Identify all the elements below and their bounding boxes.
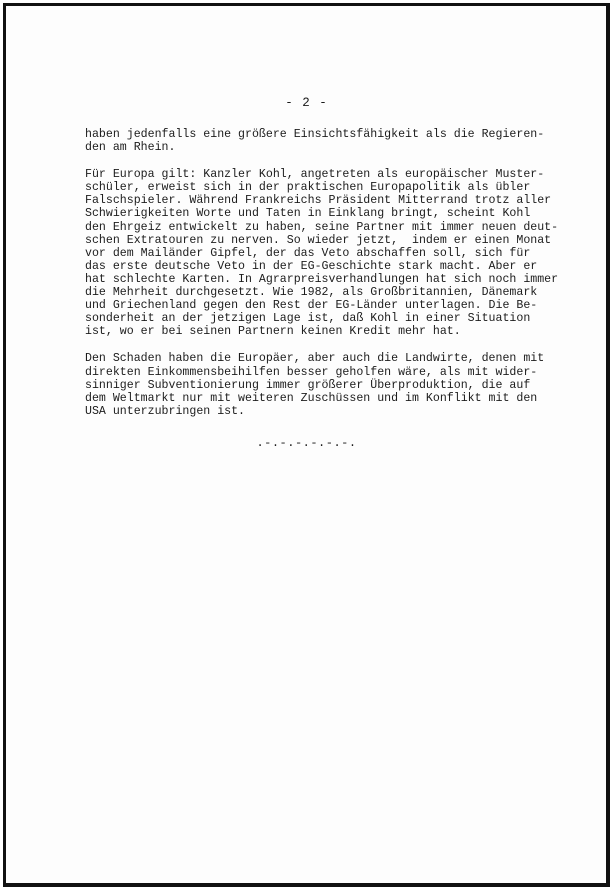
text-line: den am Rhein.	[85, 141, 176, 155]
text-line: dem Weltmarkt nur mit weiteren Zuschüssen und im Konflikt mit den	[85, 391, 538, 405]
text-line: schen Extratouren zu nerven. So wieder jetzt, indem er einen Monat	[85, 233, 552, 247]
text-line: Falschspieler. Während Frankreichs Präsident Mitterrand trotz aller	[85, 194, 552, 208]
section-separator: .-.-.-.-.-.-.	[256, 436, 357, 450]
paragraph-3	[85, 352, 565, 417]
text-line: Schwierigkeiten Worte und Taten in Einklang bringt, scheint Kohl	[85, 207, 531, 221]
text-line: schüler, erweist sich in der praktischen Europapolitik als übler	[85, 181, 531, 195]
text-line: Den Schaden haben die Europäer, aber auch die Landwirte, denen mit	[85, 352, 545, 366]
text-line: hat schlechte Karten. In Agrarpreisverhandlungen hat sich noch immer	[85, 272, 559, 286]
text-line: sonderheit an der jetzigen Lage ist, daß Kohl in einer Situation	[85, 312, 531, 326]
text-line: den Ehrgeiz entwickelt zu haben, seine Partner mit immer neuen deut-	[85, 220, 559, 234]
text-line: direkten Einkommensbeihilfen besser geholfen wäre, als mit wider-	[85, 365, 538, 379]
page-number: - 2 -	[285, 96, 328, 110]
text-line: USA unterzubringen ist.	[85, 404, 246, 418]
text-line: die Mehrheit durchgesetzt. Wie 1982, als Großbritannien, Dänemark	[85, 286, 538, 300]
text-line: und Griechenland gegen den Rest der EG-Länder unterlagen. Die Be-	[85, 299, 538, 313]
paragraph-2	[85, 168, 565, 338]
paragraph-1	[85, 128, 565, 154]
text-line: ist, wo er bei seinen Partnern keinen Kredit mehr hat.	[85, 325, 461, 339]
text-line: Für Europa gilt: Kanzler Kohl, angetreten als europäischer Muster-	[85, 168, 545, 182]
text-line: haben jedenfalls eine größere Einsichtsfähigkeit als die Regieren-	[85, 128, 545, 141]
document-body	[85, 128, 565, 432]
text-line: sinniger Subventionierung immer größerer Überproduktion, die auf	[85, 378, 531, 392]
text-line: vor dem Mailänder Gipfel, der das Veto abschaffen soll, sich für	[85, 246, 531, 260]
text-line: das erste deutsche Veto in der EG-Geschichte stark macht. Aber er	[85, 259, 538, 273]
